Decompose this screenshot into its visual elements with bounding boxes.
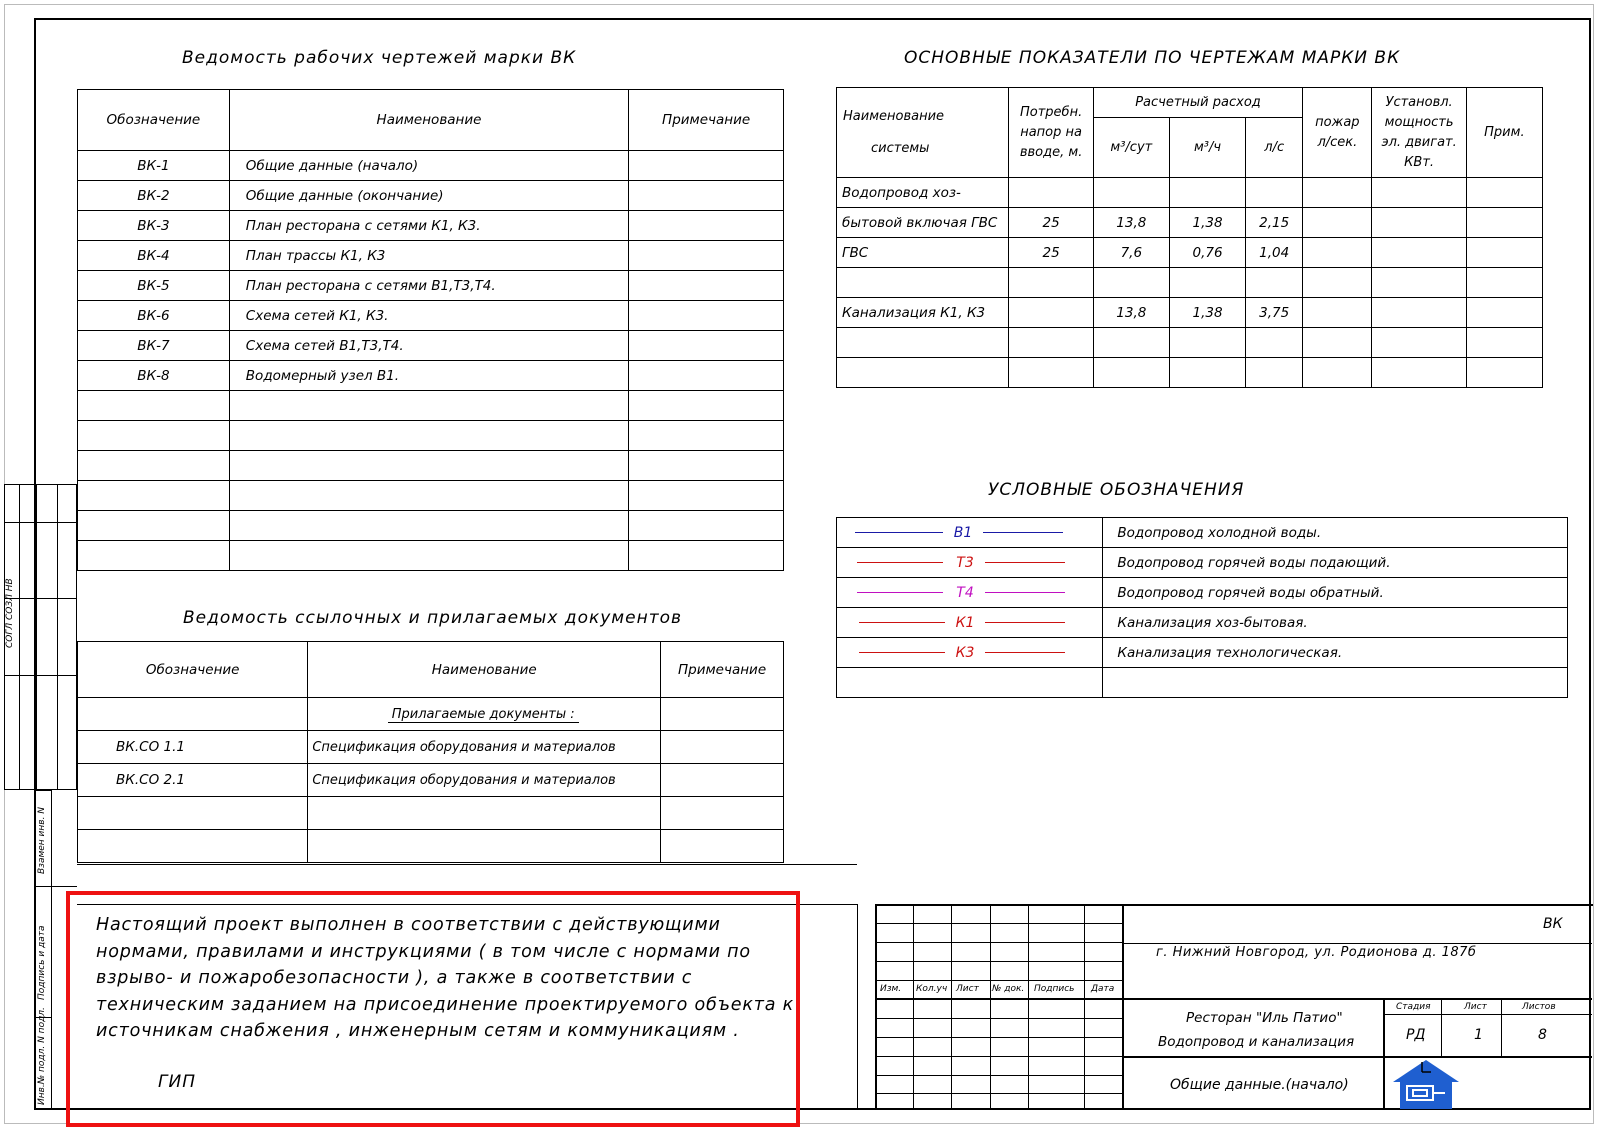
empty-row <box>837 668 1568 698</box>
drawing-name: Общие данные (окончание) <box>229 181 628 211</box>
system-name: Канализация К1, К3 <box>837 298 1009 328</box>
tb-sheet-label: Лист <box>1464 1002 1487 1012</box>
system-name: Водопровод хоз- <box>837 178 1009 208</box>
ls-value: 2,15 <box>1246 208 1303 238</box>
table-row <box>78 151 784 181</box>
indicators-header-flow: Расчетный расход <box>1093 88 1303 118</box>
table-row <box>78 211 784 241</box>
empty-row <box>78 797 784 830</box>
table-row <box>837 238 1543 268</box>
tb-sheets: 8 <box>1538 1027 1547 1043</box>
table-row <box>837 178 1543 208</box>
system-name: ГВС <box>837 238 1009 268</box>
legend-text: Водопровод холодной воды. <box>1103 518 1568 548</box>
drawings-header-code: Обозначение <box>78 90 230 151</box>
tb-header-change: Изм. <box>880 984 902 994</box>
side-label-inv-orig: Инв.№ подл. N подл. <box>37 1007 47 1105</box>
legend-code: К1 <box>955 615 975 631</box>
drawing-code: ВК-3 <box>78 211 230 241</box>
m3h-value: 0,76 <box>1169 238 1245 268</box>
indicators-header-note: Прим. <box>1466 88 1542 178</box>
table-row <box>78 181 784 211</box>
side-label-inv-replace: Взамен инв. N <box>37 806 47 874</box>
drawing-code: ВК-1 <box>78 151 230 181</box>
legend-code: В1 <box>953 525 973 541</box>
legend-item <box>837 578 1568 608</box>
drawings-header-note: Примечание <box>629 90 784 151</box>
tb-sheet: 1 <box>1474 1027 1483 1043</box>
legend-symbol <box>837 578 1103 608</box>
doc-code: ВК.СО 2.1 <box>78 764 308 797</box>
m3h-value: 1,38 <box>1169 208 1245 238</box>
docs-title: Ведомость ссылочных и прилагаемых документов <box>183 608 683 628</box>
tb-address: г. Нижний Новгород, ул. Родионова д. 187б <box>1156 945 1477 960</box>
legend-item <box>837 638 1568 668</box>
legend-code: К3 <box>955 645 975 661</box>
docs-table <box>77 641 784 863</box>
indicators-header-row-1 <box>837 88 1543 118</box>
m3day-value: 13,8 <box>1093 208 1169 238</box>
drawing-name: План ресторана с сетями К1, К3. <box>229 211 628 241</box>
tb-header-date: Дата <box>1091 984 1115 994</box>
table-row <box>78 271 784 301</box>
tb-sheet-title: Общие данные.(начало) <box>1170 1077 1349 1093</box>
tb-header-count: Кол.уч <box>916 984 948 994</box>
table-row <box>837 298 1543 328</box>
tb-stage: РД <box>1406 1027 1426 1043</box>
tb-header-doc: № док. <box>992 984 1025 994</box>
docs-header-code: Обозначение <box>78 642 308 698</box>
doc-name: Спецификация оборудования и материалов <box>308 731 661 764</box>
m3h-value: 1,38 <box>1169 298 1245 328</box>
side-label-approved: СОГЛ СОЗЛ НВ <box>5 578 15 648</box>
indicators-header-power: Установл. мощность эл. двигат. КВт. <box>1372 88 1466 178</box>
indicators-table <box>836 87 1543 388</box>
signature-role: ГИП <box>158 1072 196 1092</box>
empty-row <box>78 421 784 451</box>
legend-symbol <box>837 548 1103 578</box>
table-row <box>78 331 784 361</box>
drawing-code: ВК-8 <box>78 361 230 391</box>
empty-row <box>78 391 784 421</box>
docs-subheading: Прилагаемые документы : <box>388 707 579 723</box>
drawing-name: Схема сетей В1,Т3,Т4. <box>229 331 628 361</box>
indicators-header-ls: л/с <box>1246 118 1303 178</box>
table-row <box>837 208 1543 238</box>
table-row <box>78 764 784 797</box>
strip-col-3 <box>36 484 58 790</box>
drawing-code: ВК-5 <box>78 271 230 301</box>
table-row <box>78 731 784 764</box>
legend-symbol <box>837 608 1103 638</box>
drawings-header-name: Наименование <box>229 90 628 151</box>
tb-header-sheet: Лист <box>956 984 979 994</box>
empty-row <box>837 358 1543 388</box>
side-label-sign-date: Подпись и дата <box>37 925 47 1000</box>
tb-header-signature: Подпись <box>1034 984 1075 994</box>
general-note: Настоящий проект выполнен в соответствии с действующими нормами, правилами и инструкциями ( в том числе с нормами по взрыво- и пожаробезопасности ), а также в соответствии с техническим заданием на присоединение проектируемого объекта к источникам снабжения , инженерным сетям и коммуникациям . <box>96 915 794 1041</box>
indicators-header-system: Наименование системы <box>837 88 1009 178</box>
drawing-code: ВК-2 <box>78 181 230 211</box>
indicators-header-m3h: м³/ч <box>1169 118 1245 178</box>
drawing-code: ВК-4 <box>78 241 230 271</box>
legend-text: Канализация технологическая. <box>1103 638 1568 668</box>
drawing-name: План ресторана с сетями В1,Т3,Т4. <box>229 271 628 301</box>
legend-item <box>837 548 1568 578</box>
doc-code: ВК.СО 1.1 <box>78 731 308 764</box>
drawings-header-row <box>78 90 784 151</box>
legend-item <box>837 518 1568 548</box>
drawing-name: Схема сетей К1, К3. <box>229 301 628 331</box>
empty-row <box>78 451 784 481</box>
legend-text: Канализация хоз-бытовая. <box>1103 608 1568 638</box>
indicators-header-head: Потребн. напор на вводе, м. <box>1009 88 1093 178</box>
drawings-title: Ведомость рабочих чертежей марки ВК <box>182 48 577 68</box>
legend-symbol <box>837 518 1103 548</box>
drawing-code: ВК-7 <box>78 331 230 361</box>
drawing-name: Общие данные (начало) <box>229 151 628 181</box>
tb-sheets-label: Листов <box>1522 1002 1556 1012</box>
empty-row <box>78 830 784 863</box>
docs-subheading-row <box>78 698 784 731</box>
head-value: 25 <box>1009 208 1093 238</box>
table-row <box>78 241 784 271</box>
table-row <box>78 361 784 391</box>
legend-code: Т3 <box>956 555 974 571</box>
legend-title: УСЛОВНЫЕ ОБОЗНАЧЕНИЯ <box>988 480 1245 500</box>
ls-value: 3,75 <box>1246 298 1303 328</box>
drawings-table <box>77 89 784 571</box>
table-row <box>837 268 1543 298</box>
docs-header-note: Примечание <box>661 642 784 698</box>
drawing-name: План трассы К1, К3 <box>229 241 628 271</box>
docs-header-row <box>78 642 784 698</box>
m3day-value: 7,6 <box>1093 238 1169 268</box>
empty-row <box>78 541 784 571</box>
highlight-box <box>66 891 800 1127</box>
empty-row <box>837 328 1543 358</box>
empty-row <box>78 511 784 541</box>
ls-value: 1,04 <box>1246 238 1303 268</box>
indicators-header-m3day: м³/сут <box>1093 118 1169 178</box>
legend-item <box>837 608 1568 638</box>
legend-text: Водопровод горячей воды обратный. <box>1103 578 1568 608</box>
doc-name: Спецификация оборудования и материалов <box>308 764 661 797</box>
drawing-code: ВК-6 <box>78 301 230 331</box>
head-value: 25 <box>1009 238 1093 268</box>
m3day-value: 13,8 <box>1093 298 1169 328</box>
company-logo-icon <box>1391 1058 1461 1110</box>
drawing-name: Водомерный узел В1. <box>229 361 628 391</box>
legend-symbol <box>837 638 1103 668</box>
indicators-title: ОСНОВНЫЕ ПОКАЗАТЕЛИ ПО ЧЕРТЕЖАМ МАРКИ ВК <box>904 48 1401 68</box>
docs-header-name: Наименование <box>308 642 661 698</box>
tb-project-line2: Водопровод и канализация <box>1158 1034 1355 1050</box>
tb-stage-label: Стадия <box>1396 1002 1431 1012</box>
indicators-header-fire: пожар л/сек. <box>1303 88 1372 178</box>
tb-code: ВК <box>1543 916 1563 932</box>
system-name: бытовой включая ГВС <box>837 208 1009 238</box>
table-row <box>78 301 784 331</box>
legend-text: Водопровод горячей воды подающий. <box>1103 548 1568 578</box>
legend-table <box>836 517 1568 698</box>
empty-row <box>78 481 784 511</box>
tb-project-line1: Ресторан "Иль Патио" <box>1186 1010 1343 1026</box>
legend-code: Т4 <box>956 585 974 601</box>
